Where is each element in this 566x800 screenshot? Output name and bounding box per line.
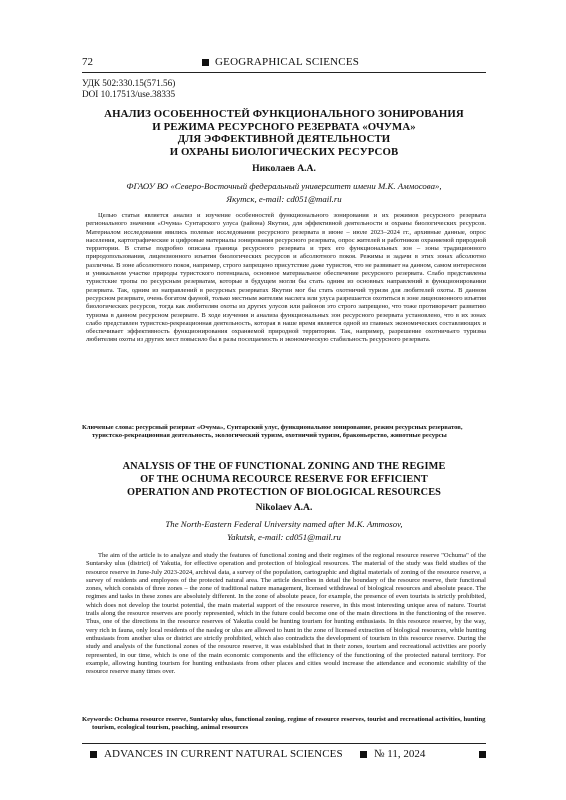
issue-number: № 11, 2024 bbox=[374, 748, 426, 760]
title-ru-line: И РЕЖИМА РЕСУРСНОГО РЕЗЕРВАТА «ОЧУМА» bbox=[152, 120, 416, 133]
affiliation-ru-line: ФГАОУ ВО «Северо-Восточный федеральный университет имени М.К. Аммосова», bbox=[126, 181, 442, 191]
abstract-en: The aim of the article is to analyze and study the features of functional zoning and their regimes of the regional resource reserve "Ochuma" of the Suntarsky ulus (district) of Yakutia, for effective operation and protection of biological resources. The material of the study was field studies of the resource reserve in June-July 2023-2024, archival data, a survey of the population, cartographic and digital materials of zoning of the resource reserve, a survey of residents and employees of the protected natural area. The article describes in detail the boundary of the resource reserve, their functional zones, which consists of three zones – the zone of traditional nature management, licensed withdrawal of biological resources and absolute peace. The regimes and tasks in these zones are absolutely different. In the zone of absolute peace, for example, the presence of even tourists is strictly prohibited, which does not develop the tourist potential, the main material support of the resource reserve, in this most interesting unique area of nature. Tourist trails along the resource reserves are poorly represented, which in the future could become one of the main directions in the functioning of the reserve. Thus, one of the directions in the resource reserves of Yakutia could be hunting tourism for hunting enthusiasts. In this resource reserve, by the way, very rich in fauna, only local residents of the nasleg or ulus are allowed to hunt in the zone of licensed extraction of biological resources, while hunting enthusiasts from another ulus or district are strictly prohibited, which also contradicts the development of tourism in this resource reserve. During the study and analysis of the functional zones of the resource reserve, it was established that in their zones, tourism and recreational activities are poorly represented, in our time, which is one of the main economic components and the efficiency of the functioning of the protected natural territory. For example, allowing hunting tourism for hunting enthusiasts from other places and cities would increase the attendance and economic stability of the resource reserve many times over. bbox=[86, 552, 486, 676]
affiliation-en bbox=[82, 518, 486, 543]
running-footer bbox=[82, 748, 486, 762]
author-en: Nikolaev A.A. bbox=[255, 502, 313, 513]
keywords-en-label: Keywords: bbox=[82, 716, 115, 723]
square-bullet-icon bbox=[479, 751, 486, 758]
keywords-ru bbox=[82, 424, 486, 441]
author-ru: Николаев А.А. bbox=[252, 163, 316, 174]
running-header bbox=[82, 56, 486, 70]
square-bullet-icon bbox=[360, 751, 367, 758]
footer-divider bbox=[82, 743, 486, 744]
doi: DOI 10.17513/use.38335 bbox=[82, 89, 176, 99]
header-divider bbox=[82, 72, 486, 73]
title-ru-line: АНАЛИЗ ОСОБЕННОСТЕЙ ФУНКЦИОНАЛЬНОГО ЗОНИРОВАНИЯ bbox=[104, 108, 464, 120]
affiliation-ru bbox=[82, 180, 486, 205]
keywords-ru-list: ресурсный резерват «Очума», Сунтарский улус, функциональное зонирование, режим ресурсных резерватов, туристско-рекреационная деятельность, экологический туризм, охотничий туризм, браконьерство, животные ресурсы bbox=[92, 424, 463, 440]
footer-journal-name: ADVANCES IN CURRENT NATURAL SCIENCES bbox=[104, 748, 343, 760]
title-ru-line: ДЛЯ ЭФФЕКТИВНОЙ ДЕЯТЕЛЬНОСТИ bbox=[177, 133, 391, 145]
title-ru bbox=[82, 108, 486, 158]
header-journal-name: GEOGRAPHICAL SCIENCES bbox=[215, 56, 360, 68]
keywords-ru-label: Ключевые слова: bbox=[82, 424, 136, 431]
title-en-line: ANALYSIS OF THE OF FUNCTIONAL ZONING AND THE REGIME bbox=[122, 461, 446, 472]
square-bullet-icon bbox=[90, 751, 97, 758]
page-number: 72 bbox=[82, 56, 93, 68]
affiliation-en-email-line: Yakutsk, e-mail: cd051@mail.ru bbox=[227, 531, 341, 542]
affiliation-ru-email-line: Якутск, e-mail: cd051@mail.ru bbox=[226, 193, 342, 204]
title-en-line: OPERATION AND PROTECTION OF BIOLOGICAL RESOURCES bbox=[126, 486, 442, 498]
abstract-ru: Целью статьи является анализ и изучение особенностей функционального зонирования и их режимов ресурсного резервата регионального значения «Очума» Сунтарского улуса (района) Якутии, для эффективной деятельности и охраны биологических ресурсов. Материалом исследования явились полевые исследования ресурсного резервата в июне – июле 2023–2024 гг., архивные данные, опрос населения, картографические и цифровые материалы зонирования ресурсного резервата, опрос жителей и работников охраняемой природной территории. В статье подробно описана граница ресурсного резервата и трех его функциональных зон – зоны традиционного природопользования, лицензионного изъятия биологических ресурсов и абсолютного покоя. Режимы и задачи в этих зонах абсолютно различны. В зоне абсолютного покоя, например, строго запрещено присутствие даже туристов, что не развивает на данном, самом интересном и уникальном участке природы туристского потенциала, основное материальное обеспечение ресурсного резервата. Слабо представлены туристские тропы по ресурсным резерватам, которые в будущем могли бы стать одним из основных направлений в функционировании резервата. Так, одним из направлений в ресурсных резерватах Якутии мог бы стать охотничий туризм для любителей охоты. В данном ресурсном резервате, очень богатом фауной, только местным жителям наслега или улуса разрешается охотиться в зоне лицензионного изъятия биологических ресурсов, тогда как любителям охоты из других улусов или районов это строго запрещено, что тоже противоречит развитию туризма в данном ресурсном резервате. В ходе изучения и анализа функциональных зон ресурсного резервата установлено, что в их зонах слабо представлен туристско-рекреационная деятельность, которая в наше время является одной из главных экономических составляющих и обеспечивает эффективность функционирования охраняемой природной территории. Так, например, разрешение охотничьего туризма любителям охоты из других мест повысило бы в разы посещаемость и экономическую стабильность ресурсного резервата. bbox=[86, 212, 486, 344]
title-en-line: OF THE OCHUMA RECOURCE RESERVE FOR EFFICIENT bbox=[140, 473, 428, 485]
udc-code: УДК 502:330.15(571.56) bbox=[82, 78, 176, 88]
affiliation-en-line: The North-Eastern Federal University named after M.K. Ammosov, bbox=[165, 519, 403, 529]
title-en bbox=[82, 461, 486, 499]
title-ru-line: И ОХРАНЫ БИОЛОГИЧЕСКИХ РЕСУРСОВ bbox=[169, 145, 399, 158]
keywords-en bbox=[82, 716, 486, 733]
square-bullet-icon bbox=[202, 59, 209, 66]
keywords-en-list: Ochuma resource reserve, Suntarsky ulus, functional zoning, regime of resource reserves, tourist and recreational activities, hunting tourism, ecological tourism, poaching, animal resources bbox=[92, 716, 486, 732]
